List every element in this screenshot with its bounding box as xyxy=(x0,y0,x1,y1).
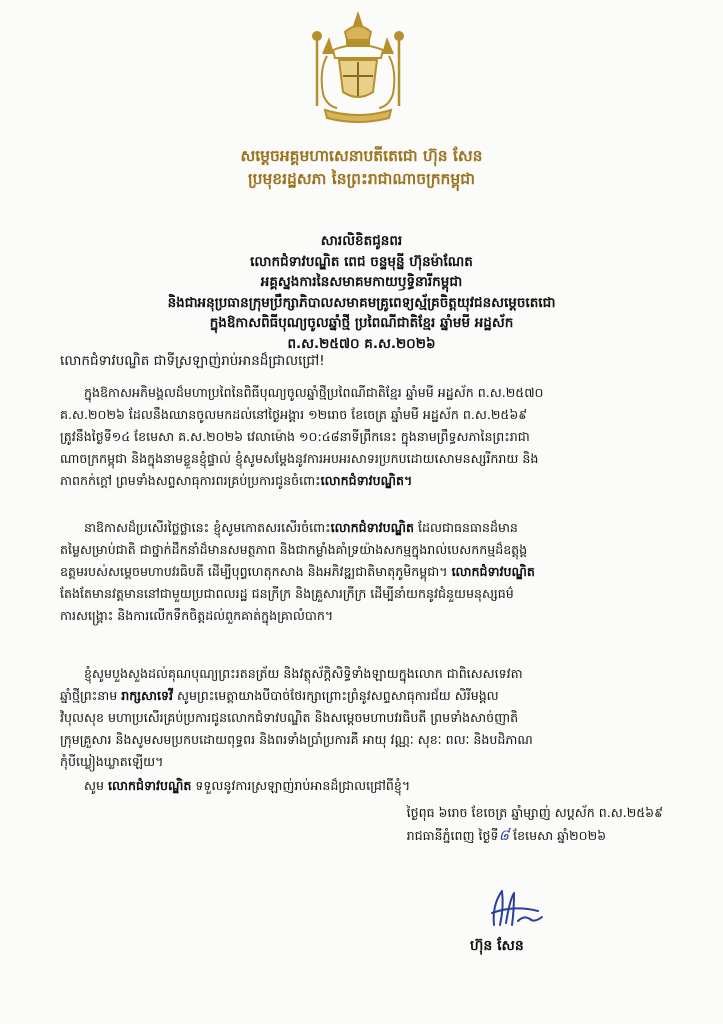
sender-title: សម្តេចអគ្គមហាសេនាបតីតេជោ ហ៊ុន សែន xyxy=(240,147,483,165)
royal-coat-of-arms-icon xyxy=(303,10,413,128)
solar-date-prefix: រាជធានីភ្នំពេញ ថ្ងៃទី xyxy=(406,828,499,843)
paragraph-line xyxy=(60,517,670,539)
solar-date xyxy=(407,824,663,847)
paragraph-line: ខ្ញុំសូមបួងសួងដល់គុណបុណ្យព្រះរតនត្រ័យ និងវត្ថុស័ក្តិសិទ្ធិទាំងឡាយក្នុងលោក ជាពិសេសទេវតា xyxy=(84,666,523,681)
paragraph-3 xyxy=(60,663,670,773)
paragraph-line xyxy=(60,685,670,707)
solar-date-suffix: ខែមេសា ឆ្នាំ២០២៦ xyxy=(513,828,607,843)
paragraph-line: តម្លៃសម្រាប់ជាតិ ជាថ្នាក់ដឹកនាំដ៏មានសមត្ថភាព និងជាកម្លាំងគាំទ្រយ៉ាងសកម្មក្នុងរាល់បេសកកម្មដ៏ឧត្តុង្គ xyxy=(60,542,528,557)
heading-line: សារលិខិតជូនពរ xyxy=(320,233,403,249)
paragraph-4 xyxy=(60,775,670,797)
heading-line: និងជាអនុប្រធានក្រុមប្រឹក្សាភិបាលសមាគមគ្រូពេទ្យស្ម័គ្រចិត្តយុវជនសម្តេចតេជោ xyxy=(167,294,556,311)
handwritten-signature-icon xyxy=(484,885,554,933)
heading-line: ក្នុងឱកាសពិធីបុណ្យចូលឆ្នាំថ្មី ប្រពៃណីជាតិខ្មែរ ឆ្នាំមមី អដ្ឋស័ក xyxy=(209,315,514,331)
paragraph-line: ក្រុមគ្រួសារ និងសូមសមប្រកបដោយពុទ្ធពរ និងពរទាំងប្រាំប្រការគឺ អាយុ វណ្ណៈ សុខៈ ពលៈ និងបដិភាណ xyxy=(60,732,533,747)
letter-heading xyxy=(40,231,683,354)
honoree-name: លោកជំទាវបណ្ឌិត។ xyxy=(320,473,413,488)
honoree-name: លោកជំទាវបណ្ឌិត xyxy=(108,778,192,793)
paragraph-text: ទទួលនូវការស្រឡាញ់រាប់អានដ៏ជ្រាលជ្រៅពីខ្ញុំ។ xyxy=(195,778,411,793)
paragraph-line: ក្នុងឱកាសអភិមង្គលដ៏មហាប្រពៃនៃពិធីបុណ្យចូលឆ្នាំថ្មីប្រពៃណីជាតិខ្មែរ ឆ្នាំមមី អដ្ឋស័ក ព.ស.២៥៧០ xyxy=(84,385,544,400)
sender-position: ប្រមុខរដ្ឋសភា នៃព្រះរាជាណាចក្រកម្ពុជា xyxy=(248,170,475,188)
paragraph-line: កុំបីឃ្លៀងឃ្លាតឡើយ។ xyxy=(60,754,164,769)
salutation: លោកជំទាវបណ្ឌិត ជាទីស្រឡាញ់រាប់អានដ៏ជ្រាលជ្រៅ! xyxy=(60,353,325,369)
paragraph-text: ឧត្តមរបស់សម្តេចមហាបវរធិបតី ដើម្បីបុព្វហេតុកសាង និងអភិវឌ្ឍជាតិមាតុភូមិកម្ពុជា។ xyxy=(60,564,448,579)
new-year-angel-name: រាក្សសាទេវី xyxy=(121,688,173,703)
paragraph-text: ឆ្នាំថ្មីព្រះនាម xyxy=(60,688,118,703)
paragraph-line xyxy=(60,470,670,492)
paragraph-line: តែងតែមានវត្តមាននៅជាមួយប្រជាពលរដ្ឋ ជនក្រីក្រ និងគ្រួសារក្រីក្រ ដើម្បីនាំយកនូវជំនួយមនុស្សធម៌ xyxy=(60,586,514,601)
heading-line: លោកជំទាវបណ្ឌិត ពេជ ចន្ទមុន្នី ហ៊ុនម៉ាណែត xyxy=(250,253,473,270)
paragraph-2 xyxy=(60,517,670,627)
heading-line: អគ្គស្នងការនៃសមាគមកាយឫទ្ធិនារីកម្ពុជា xyxy=(260,274,463,290)
paragraph-line: ការសង្គ្រោះ និងការលើកទឹកចិត្តដល់ពួកគាត់ក្នុងគ្រាលំបាក។ xyxy=(60,608,334,623)
date-block xyxy=(407,802,663,847)
honoree-name: លោកជំទាវបណ្ឌិត xyxy=(451,564,535,579)
heading-line: ព.ស.២៥៧០ គ.ស.២០២៦ xyxy=(287,335,436,352)
lunar-date: ថ្ងៃពុធ ៦រោច ខែចេត្រ ឆ្នាំម្សាញ់ សប្តស័ក ព.ស.២៥៦៩ xyxy=(406,805,663,820)
signer-name: ហ៊ុន សែន xyxy=(470,938,524,954)
paragraph-line: វិបុលសុខ មហាប្រសើរគ្រប់ប្រការជូនលោកជំទាវបណ្ឌិត និងសម្តេចមហាបវរធិបតី ព្រមទាំងសាច់ញាតិ xyxy=(60,710,519,725)
paragraph-text: នាឱកាសដ៏ប្រសើរថ្លៃថ្លានេះ ខ្ញុំសូមកោតសរសើរចំពោះ xyxy=(84,520,331,535)
paragraph-line: ណាចក្រកម្ពុជា និងក្នុងនាមខ្លួនខ្ញុំផ្ទាល់ ខ្ញុំសូមសម្តែងនូវការអបអរសាទរប្រកបដោយសោមនស្សរីករាយ និង xyxy=(60,451,539,466)
handwritten-day: ៨ xyxy=(498,826,510,844)
paragraph-line: គ.ស.២០២៦ ដែលនឹងឈានចូលមកដល់នៅថ្ងៃអង្គារ ១២រោច ខែចេត្រ ឆ្នាំមមី អដ្ឋស័ក ព.ស.២៥៦៩ xyxy=(60,407,528,422)
paragraph-1 xyxy=(60,382,670,492)
paragraph-line xyxy=(60,775,670,797)
paragraph-line: ត្រូវនឹងថ្ងៃទី១៤ ខែមេសា គ.ស.២០២៦ វេលាម៉ោង ១០:៤៨នាទីព្រឹកនេះ ក្នុងនាមព្រឹទ្ធសភានៃព្រះរាជា xyxy=(60,429,530,444)
paragraph-text: សូមព្រះមេត្តាយាងបីបាច់ថែរក្សាព្រោះព្រំនូវសព្ទសាធុការជ័យ សិរីមង្គល xyxy=(177,688,499,703)
paragraph-line xyxy=(60,561,670,583)
paragraph-text: សូម xyxy=(84,778,104,793)
paragraph-text: ភាពកក់ក្តៅ ព្រមទាំងសព្ទសាធុការពរគ្រប់ប្រការជូនចំពោះ xyxy=(60,473,321,488)
honoree-name: លោកជំទាវបណ្ឌិត xyxy=(330,520,414,535)
paragraph-text: ដែលជាធនធានដ៏មាន xyxy=(418,520,518,535)
